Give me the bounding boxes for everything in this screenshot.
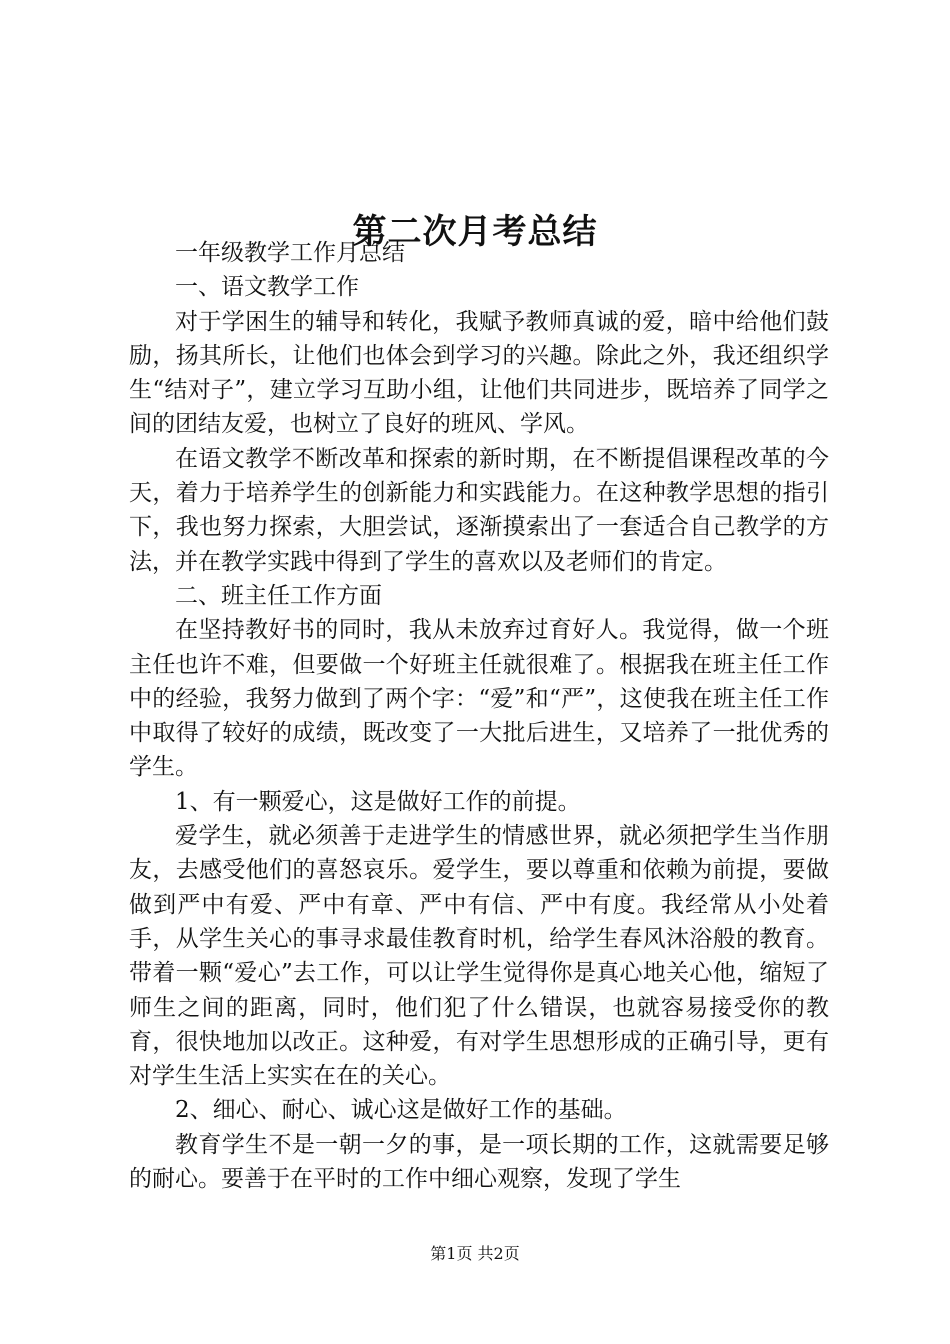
paragraph-subtitle: 一年级教学工作月总结: [175, 240, 405, 266]
section-heading-chinese-teaching: 一、语文教学工作: [175, 274, 359, 301]
page-footer: 第1页 共2页: [430, 1244, 520, 1263]
document-body: [129, 236, 829, 1196]
section-heading-class-teacher: 二、班主任工作方面: [175, 582, 382, 609]
subsection-heading-patience: 2、细心、耐心、诚心这是做好工作的基础。: [175, 1097, 627, 1124]
paragraph: 爱学生，就必须善于走进学生的情感世界，就必须把学生当作朋友，去感受他们的喜怒哀乐。爱学生，要以尊重和依赖为前提，要做做到严中有爱、严中有章、严中有信、严中有度。我经常从小处着手，从学生关心的事寻求最佳教育时机，给学生春风沐浴般的教育。带着一颗“爱心”去工作，可以让学生觉得你是真心地关心他，缩短了师生之间的距离，同时，他们犯了什么错误，也就容易接受你的教育，很快地加以改正。这种爱，有对学生思想形成的正确引导，更有对学生生活上实实在在的关心。: [129, 823, 829, 1090]
document-title: 第二次月考总结: [352, 211, 598, 252]
subsection-heading-love: 1、有一颗爱心，这是做好工作的前提。: [175, 788, 581, 815]
paragraph: 教育学生不是一朝一夕的事，是一项长期的工作，这就需要足够的耐心。要善于在平时的工作中细心观察，发现了学生: [129, 1131, 829, 1193]
paragraph: 在坚持教好书的同时，我从未放弃过育好人。我觉得，做一个班主任也许不难，但要做一个好班主任就很难了。根据我在班主任工作中的经验，我努力做到了两个字：“爱”和“严”，这使我在班主任工作中取得了较好的成绩，既改变了一大批后进生，又培养了一批优秀的学生。: [129, 617, 829, 781]
paragraph: 在语文教学不断改革和探索的新时期，在不断提倡课程改革的今天，着力于培养学生的创新能力和实践能力。在这种教学思想的指引下，我也努力探索，大胆尝试，逐渐摸索出了一套适合自己教学的方法，并在教学实践中得到了学生的喜欢以及老师们的肯定。: [129, 445, 829, 575]
paragraph: 对于学困生的辅导和转化，我赋予教师真诚的爱，暗中给他们鼓励，扬其所长，让他们也体会到学习的兴趣。除此之外，我还组织学生“结对子”，建立学习互助小组，让他们共同进步，既培养了同学之间的团结友爱，也树立了良好的班风、学风。: [129, 308, 829, 438]
